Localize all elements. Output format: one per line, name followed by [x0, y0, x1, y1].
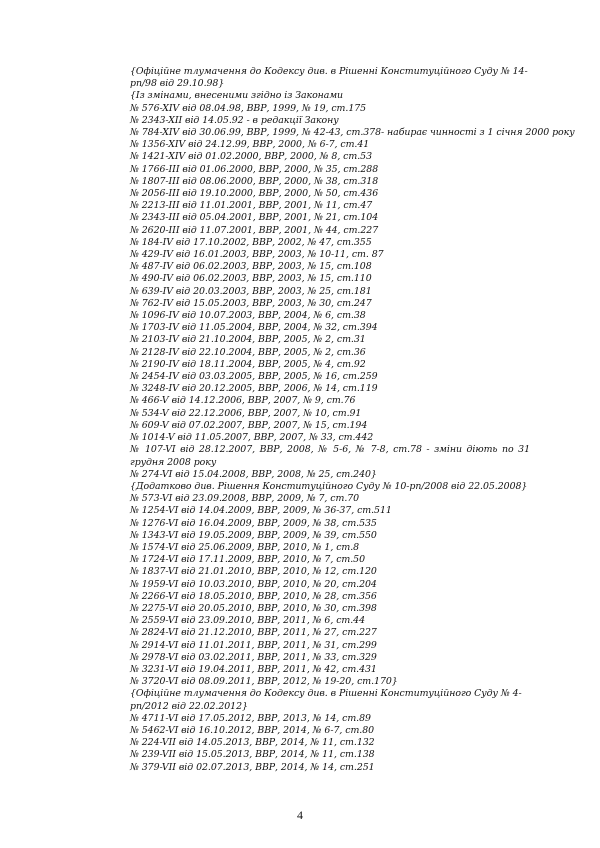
amendment-entry: № 1014-V від 11.05.2007, ВВР, 2007, № 33, ст.442: [130, 432, 374, 444]
amendment-history: [130, 66, 575, 774]
amendment-entry: № 1276-VI від 16.04.2009, ВВР, 2009, № 38, ст.535: [130, 517, 377, 529]
amendment-entry: № 762-IV від 15.05.2003, ВВР, 2003, № 30, ст.247: [130, 297, 372, 309]
amendment-entry: № 379-VII від 02.07.2013, ВВР, 2014, № 14, ст.251: [130, 761, 375, 773]
amendment-entry: № 466-V від 14.12.2006, ВВР, 2007, № 9, ст.76: [130, 395, 356, 407]
additional-ruling-note: {Додатково див. Рішення Конституційного Суду № 10-рп/2008 від 22.05.2008}: [130, 480, 528, 492]
amendment-entry: № 639-IV від 20.03.2003, ВВР, 2003, № 25, ст.181: [130, 285, 372, 297]
page-number: 4: [297, 808, 303, 822]
amendments-heading: {Із змінами, внесеними згідно із Законами: [130, 90, 344, 102]
amendment-entry: № 2824-VI від 21.12.2010, ВВР, 2011, № 27, ст.227: [130, 627, 377, 639]
amendment-entry: № 609-V від 07.02.2007, ВВР, 2007, № 15, ст.194: [130, 419, 368, 431]
amendment-entry: № 1837-VI від 21.01.2010, ВВР, 2010, № 12, ст.120: [130, 566, 377, 578]
amendment-entry: № 2190-IV від 18.11.2004, ВВР, 2005, № 4, ст.92: [130, 358, 366, 370]
amendment-entry: № 2275-VI від 20.05.2010, ВВР, 2010, № 30, ст.398: [130, 602, 377, 614]
amendment-entry: № 184-IV від 17.10.2002, ВВР, 2002, № 47, ст.355: [130, 236, 372, 248]
amendment-entry: № 1807-III від 08.06.2000, ВВР, 2000, № 38, ст.318: [130, 175, 379, 187]
amendment-entry: № 2103-IV від 21.10.2004, ВВР, 2005, № 2, ст.31: [130, 334, 366, 346]
amendment-entry: № 573-VI від 23.09.2008, ВВР, 2009, № 7, ст.70: [130, 493, 360, 505]
amendment-entry: № 2266-VI від 18.05.2010, ВВР, 2010, № 28, ст.356: [130, 590, 377, 602]
amendment-entry: № 1703-IV від 11.05.2004, ВВР, 2004, № 32, ст.394: [130, 322, 378, 334]
amendment-entry: № 239-VII від 15.05.2013, ВВР, 2014, № 11, ст.138: [130, 749, 375, 761]
amendment-entry: № 2128-IV від 22.10.2004, ВВР, 2005, № 2, ст.36: [130, 346, 366, 358]
amendment-entry: № 274-VI від 15.04.2008, ВВР, 2008, № 25, ст.240}: [130, 468, 377, 480]
amendment-entry: № 3231-VI від 19.04.2011, ВВР, 2011, № 42, ст.431: [130, 663, 377, 675]
official-interpretation-note: {Офіційне тлумачення до Кодексу див. в Рішенні Конституційного Суду № 4-рп/2012 від 22.02.2012}: [130, 688, 522, 712]
amendment-entry: № 1421-XIV від 01.02.2000, ВВР, 2000, № 8, ст.53: [130, 151, 372, 163]
amendment-entry: № 1343-VI від 19.05.2009, ВВР, 2009, № 39, ст.550: [130, 529, 377, 541]
amendment-entry: № 1766-III від 01.06.2000, ВВР, 2000, № 35, ст.288: [130, 163, 379, 175]
amendment-entry: № 5462-VI від 16.10.2012, ВВР, 2014, № 6-7, ст.80: [130, 724, 375, 736]
amendment-entry: № 224-VII від 14.05.2013, ВВР, 2014, № 11, ст.132: [130, 737, 375, 749]
amendment-entry: № 487-IV від 06.02.2003, ВВР, 2003, № 15, ст.108: [130, 261, 372, 273]
amendment-entry: № 429-IV від 16.01.2003, ВВР, 2003, № 10-11, ст. 87: [130, 249, 384, 261]
amendment-entry: № 1724-VI від 17.11.2009, ВВР, 2010, № 7, ст.50: [130, 554, 366, 566]
amendment-entry: № 2343-XII від 14.05.92 - в редакції Закону: [130, 114, 339, 126]
amendment-entry: № 1096-IV від 10.07.2003, ВВР, 2004, № 6, ст.38: [130, 310, 366, 322]
amendment-entry: № 1254-VI від 14.04.2009, ВВР, 2009, № 36-37, ст.511: [130, 505, 392, 517]
amendment-entry: № 2620-III від 11.07.2001, ВВР, 2001, № 44, ст.227: [130, 224, 379, 236]
amendment-entry: № 3720-VI від 08.09.2011, ВВР, 2012, № 19-20, ст.170}: [130, 676, 398, 688]
amendment-entry: № 576-XIV від 08.04.98, ВВР, 1999, № 19, ст.175: [130, 102, 367, 114]
amendment-entry: № 4711-VI від 17.05.2012, ВВР, 2013, № 14, ст.89: [130, 712, 371, 724]
amendment-entry: № 2914-VI від 11.01.2011, ВВР, 2011, № 31, ст.299: [130, 639, 377, 651]
amendment-entry: № 490-IV від 06.02.2003, ВВР, 2003, № 15, ст.110: [130, 273, 372, 285]
amendment-entry: № 534-V від 22.12.2006, ВВР, 2007, № 10, ст.91: [130, 407, 362, 419]
amendment-entry: № 2454-IV від 03.03.2005, ВВР, 2005, № 16, ст.259: [130, 371, 378, 383]
official-interpretation-note: {Офіційне тлумачення до Кодексу див. в Рішенні Конституційного Суду № 14-рп/98 від 29.10.98}: [130, 66, 528, 90]
amendment-entry: № 1959-VI від 10.03.2010, ВВР, 2010, № 20, ст.204: [130, 578, 377, 590]
amendment-entry: № 784-XIV від 30.06.99, ВВР, 1999, № 42-43, ст.378- набирає чинності з 1 січня 2000 року: [130, 127, 575, 139]
amendment-entry: № 2978-VI від 03.02.2011, ВВР, 2011, № 33, ст.329: [130, 651, 377, 663]
amendment-entry: № 2056-III від 19.10.2000, ВВР, 2000, № 50, ст.436: [130, 188, 379, 200]
amendment-entry: № 2213-III від 11.01.2001, ВВР, 2001, № 11, ст.47: [130, 200, 373, 212]
amendment-entry: № 2343-III від 05.04.2001, ВВР, 2001, № 21, ст.104: [130, 212, 379, 224]
amendment-entry: № 3248-IV від 20.12.2005, ВВР, 2006, № 14, ст.119: [130, 383, 378, 395]
amendment-entry: № 1574-VI від 25.06.2009, ВВР, 2010, № 1, ст.8: [130, 541, 360, 553]
amendment-entry: № 107-VI від 28.12.2007, ВВР, 2008, № 5-6, № 7-8, ст.78 - зміни діють по 31 грудня 2008 року: [130, 444, 530, 468]
amendment-entry: № 1356-XIV від 24.12.99, ВВР, 2000, № 6-7, ст.41: [130, 139, 370, 151]
amendment-entry: № 2559-VI від 23.09.2010, ВВР, 2011, № 6, ст.44: [130, 615, 366, 627]
